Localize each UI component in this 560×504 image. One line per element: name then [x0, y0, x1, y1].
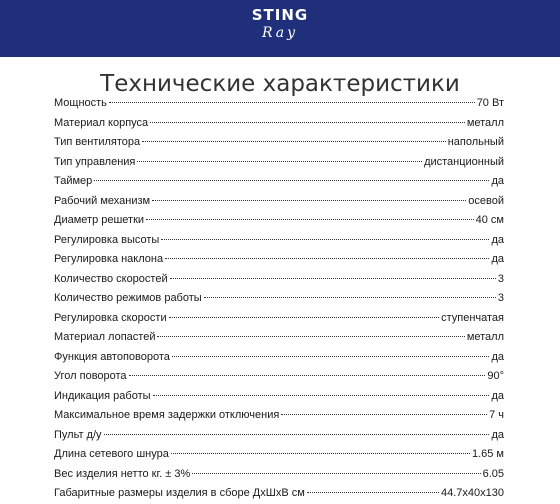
dot-leader: [104, 434, 490, 435]
spec-value: да: [491, 428, 504, 441]
brand-name: STING: [251, 6, 309, 24]
spec-label: Максимальное время задержки отключения: [54, 409, 280, 421]
spec-row: [54, 270, 504, 290]
spec-value: дистанционный: [424, 155, 504, 168]
spec-value: 3: [497, 272, 504, 285]
spec-value: 3: [497, 292, 504, 304]
spec-value: 1.65 м: [471, 448, 504, 460]
spec-label: Вес изделия нетто кг. ± 3%: [54, 467, 191, 480]
spec-row: [54, 192, 504, 212]
spec-row: [54, 406, 504, 426]
dot-leader: [204, 297, 496, 298]
spec-label: Таймер: [54, 175, 93, 187]
dot-leader: [150, 122, 465, 123]
spec-value: 44.7x40x130: [441, 487, 504, 499]
page-title: Технические характеристики: [100, 71, 460, 97]
spec-label: Функция автоповорота: [54, 350, 170, 363]
spec-row: [54, 465, 504, 485]
spec-row: [54, 94, 504, 114]
spec-value: да: [491, 389, 504, 402]
dot-leader: [165, 258, 489, 259]
spec-value: металл: [466, 331, 504, 343]
dot-leader: [109, 102, 475, 103]
spec-row: [54, 231, 504, 251]
spec-row: [54, 484, 504, 504]
spec-label: Регулировка скорости: [54, 311, 167, 324]
dot-leader: [161, 239, 489, 240]
spec-label: Габаритные размеры изделия в сборе ДхШхВ см: [54, 487, 305, 499]
spec-label: Угол поворота: [54, 370, 127, 382]
spec-row: [54, 133, 504, 153]
spec-label: Индикация работы: [54, 389, 151, 402]
spec-value: металл: [466, 116, 504, 129]
dot-leader: [157, 336, 464, 337]
dot-leader: [152, 200, 466, 201]
brand-logo: [0, 6, 560, 41]
spec-label: Тип управления: [54, 155, 136, 168]
spec-label: Материал лопастей: [54, 331, 156, 343]
spec-row: [54, 153, 504, 173]
dot-leader: [142, 141, 446, 142]
spec-row: [54, 250, 504, 270]
spec-label: Количество скоростей: [54, 272, 168, 285]
spec-value: ступенчатая: [441, 311, 504, 324]
spec-value: 40 см: [475, 214, 504, 226]
dot-leader: [307, 492, 439, 493]
spec-row: [54, 172, 504, 192]
dot-leader: [146, 219, 474, 220]
spec-value: осевой: [468, 194, 504, 207]
dot-leader: [169, 317, 440, 318]
brand-script: Ray: [261, 25, 299, 41]
dot-leader: [153, 395, 490, 396]
spec-value: 6.05: [482, 467, 504, 480]
dot-leader: [192, 473, 480, 474]
spec-value: 70 Вт: [476, 97, 504, 109]
spec-row: [54, 387, 504, 407]
spec-value: да: [491, 350, 504, 363]
spec-row: [54, 114, 504, 134]
spec-value: да: [491, 253, 504, 265]
spec-label: Длина сетевого шнура: [54, 448, 169, 460]
spec-value: 90°: [487, 370, 504, 382]
spec-label: Мощность: [54, 97, 107, 109]
spec-value: да: [491, 175, 504, 187]
dot-leader: [137, 161, 422, 162]
spec-label: Регулировка высоты: [54, 233, 160, 246]
spec-row: [54, 309, 504, 329]
header-banner: [0, 0, 560, 57]
dot-leader: [281, 414, 487, 415]
spec-row: [54, 348, 504, 368]
spec-label: Диаметр решетки: [54, 214, 145, 226]
spec-row: [54, 289, 504, 309]
spec-label: Регулировка наклона: [54, 253, 164, 265]
spec-label: Рабочий механизм: [54, 194, 151, 207]
dot-leader: [170, 278, 496, 279]
dot-leader: [171, 453, 470, 454]
spec-value: 7 ч: [489, 409, 504, 421]
specs-list: [54, 94, 504, 504]
spec-row: [54, 328, 504, 348]
spec-value: напольный: [447, 136, 504, 148]
dot-leader: [129, 375, 486, 376]
spec-row: [54, 211, 504, 231]
dot-leader: [94, 180, 489, 181]
spec-row: [54, 367, 504, 387]
spec-label: Материал корпуса: [54, 116, 149, 129]
spec-label: Пульт д/у: [54, 428, 102, 441]
spec-label: Количество режимов работы: [54, 292, 202, 304]
spec-value: да: [491, 233, 504, 246]
spec-label: Тип вентилятора: [54, 136, 141, 148]
spec-row: [54, 445, 504, 465]
dot-leader: [172, 356, 490, 357]
spec-row: [54, 426, 504, 446]
